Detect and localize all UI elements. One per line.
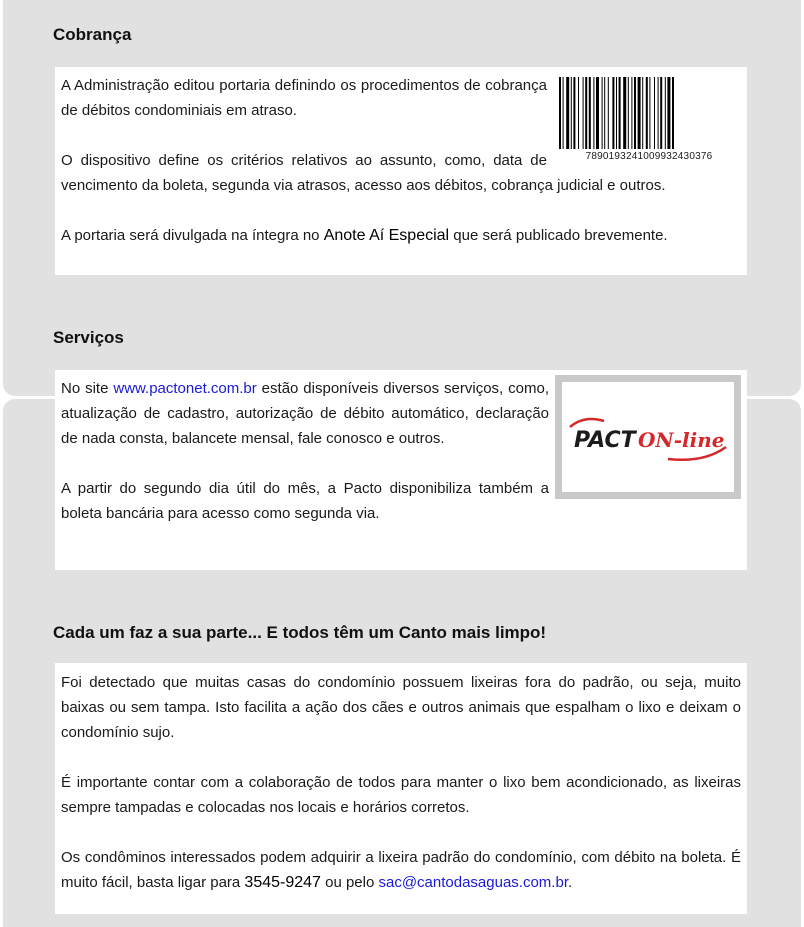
canto-paragraph-3: Os condôminos interessados podem adquirir a lixeira padrão do condomínio, com débito na boleta. É muito fácil, basta ligar para 3545-9247 ou pelo sac@cantodasaguas.com.br. [61, 849, 741, 891]
logo-text-pact: PACT [574, 428, 636, 453]
barcode-bar [571, 77, 572, 149]
barcode-bar [649, 77, 650, 149]
servicos-paragraph-1: No site www.pactonet.com.br estão disponíveis diversos serviços, como, atualização de cadastro, autorização de débito automático, declaração de nada consta, balancete mensal, fale conosco e outros. [61, 380, 549, 447]
barcode-bar [589, 77, 591, 149]
barcode-bar [585, 77, 587, 149]
barcode-bar [623, 77, 626, 149]
barcode-bar [566, 77, 569, 149]
email-link[interactable]: sac@cantodasaguas.com.br [378, 874, 568, 891]
cobranca-paragraph-2: O dispositivo define os critérios relativos ao assunto, como, data de vencimento da boleta, segunda via atrasos, acesso aos débitos, cobrança judicial e outros. [61, 152, 666, 194]
barcode-bar [672, 77, 674, 149]
barcode-bar [665, 77, 666, 149]
barcode-bar [559, 77, 561, 149]
barcode-bar [602, 77, 603, 149]
barcode-bar [628, 77, 629, 149]
barcode-bar [667, 77, 670, 149]
barcode-bar [608, 77, 609, 149]
anote-ai-especial: Anote Aí Especial [323, 227, 450, 244]
pacto-online-logo [555, 375, 741, 499]
barcode-bar [604, 77, 605, 149]
section-title-cobranca: Cobrança [53, 25, 132, 44]
barcode-bar [638, 77, 641, 149]
canto-paragraph-1: Foi detectado que muitas casas do condomínio possuem lixeiras fora do padrão, ou seja, muito baixas ou sem tampa. Isto facilita a ação dos cães e outros animais que espalham o lixo e deixam o condomínio sujo. [61, 674, 741, 741]
barcode-bar [646, 77, 648, 149]
barcode-bar [578, 77, 579, 149]
barcode-image [557, 73, 741, 169]
cobranca-content [55, 67, 747, 275]
barcode-bar [619, 77, 621, 149]
phone-number: 3545-9247 [244, 874, 321, 891]
canto-paragraph-2: É importante contar com a colaboração de todos para manter o lixo bem acondicionado, as lixeiras sempre tampadas e colocadas nos locais e horários corretos. [61, 774, 741, 816]
barcode-bar [658, 77, 659, 149]
barcode-bar [642, 77, 643, 149]
pactonet-link[interactable]: www.pactonet.com.br [113, 380, 257, 397]
barcode-bar [593, 77, 594, 149]
barcode-bar [654, 77, 655, 149]
barcode-bar [573, 77, 575, 149]
barcode-bar [631, 77, 632, 149]
barcode-bar [583, 77, 584, 149]
barcode-bar [634, 77, 636, 149]
servicos-paragraph-2: A partir do segundo dia útil do mês, a Pacto disponibiliza também a boleta bancária para acesso como segunda via. [61, 480, 549, 522]
barcode-bar [612, 77, 614, 149]
barcode-bar [660, 77, 662, 149]
section-title-servicos: Serviços [53, 328, 124, 347]
cobranca-paragraph-1: A Administração editou portaria definindo os procedimentos de cobrança de débitos condominiais em atraso. [61, 77, 547, 119]
barcode-number: 7890193241009932430376 [585, 151, 713, 162]
cobranca-paragraph-3: A portaria será divulgada na íntegra no Anote Aí Especial que será publicado brevemente. [61, 227, 668, 244]
barcode-bar [616, 77, 617, 149]
logo-text-online: ON-line [638, 428, 725, 452]
barcode-bar [563, 77, 564, 149]
canto-content [55, 663, 747, 914]
barcode-bar [596, 77, 599, 149]
servicos-content [55, 370, 747, 570]
section-title-canto: Cada um faz a sua parte... E todos têm um Canto mais limpo! [53, 623, 547, 642]
